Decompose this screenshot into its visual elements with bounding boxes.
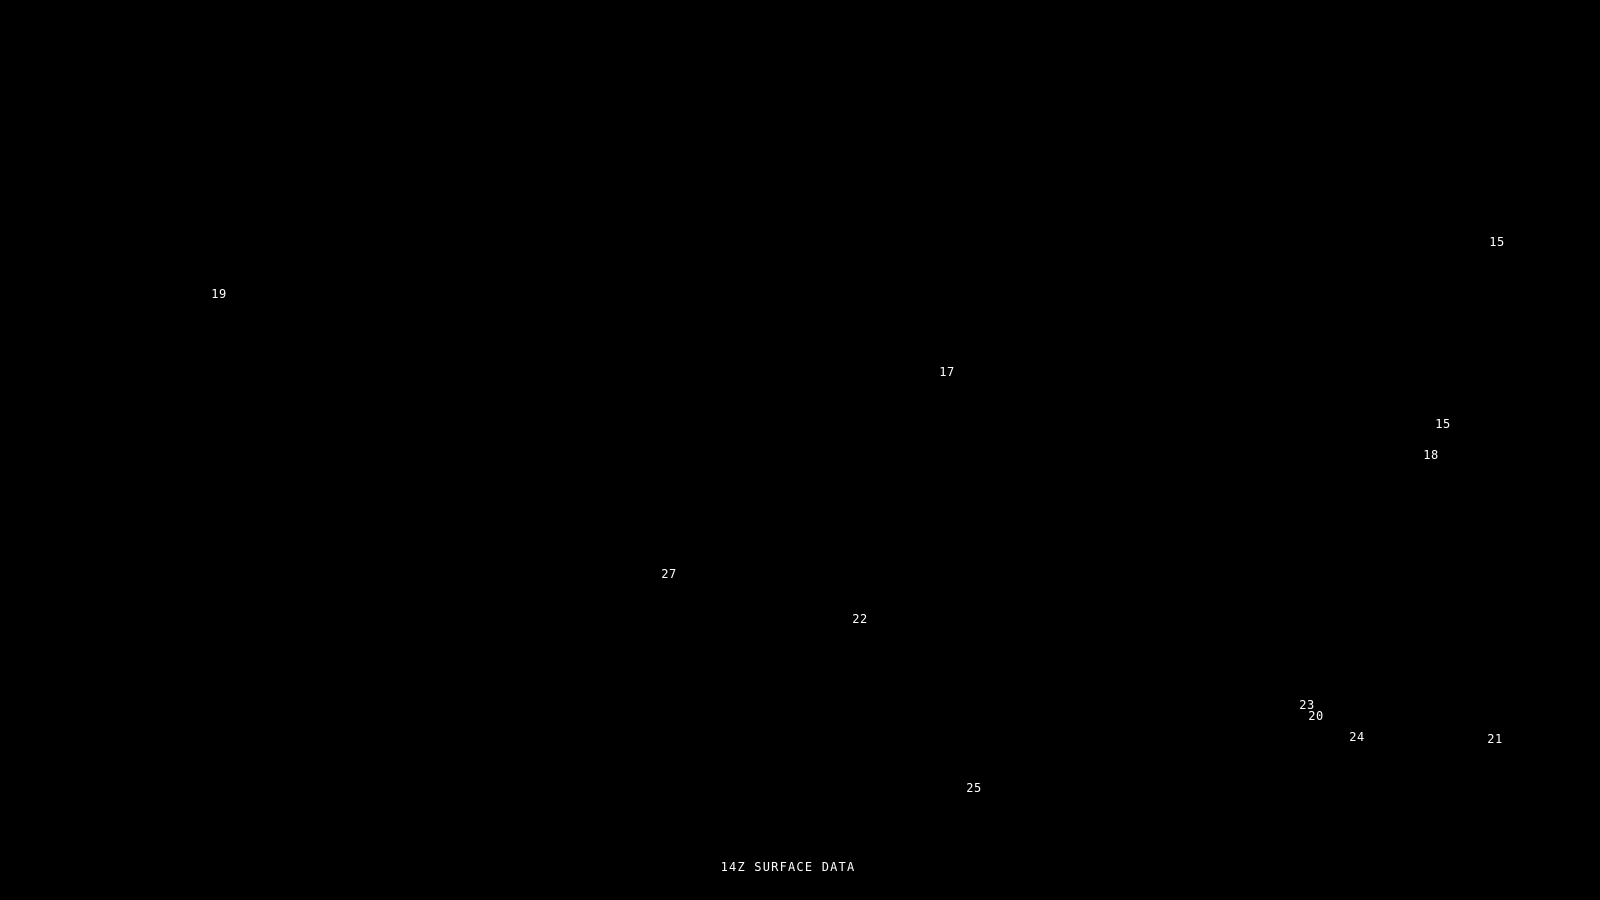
station-value: 25 xyxy=(966,781,982,795)
station-value: 15 xyxy=(1435,417,1451,431)
station-value: 22 xyxy=(852,612,868,626)
station-value: 19 xyxy=(211,287,227,301)
station-value: 20 xyxy=(1308,709,1324,723)
station-value: 17 xyxy=(939,365,955,379)
station-value: 23 xyxy=(1299,698,1315,712)
station-value: 27 xyxy=(661,567,677,581)
station-value: 18 xyxy=(1423,448,1439,462)
station-value: 15 xyxy=(1489,235,1505,249)
plot-caption: 14Z SURFACE DATA xyxy=(720,860,856,874)
station-value: 24 xyxy=(1349,730,1365,744)
station-value: 21 xyxy=(1487,732,1503,746)
